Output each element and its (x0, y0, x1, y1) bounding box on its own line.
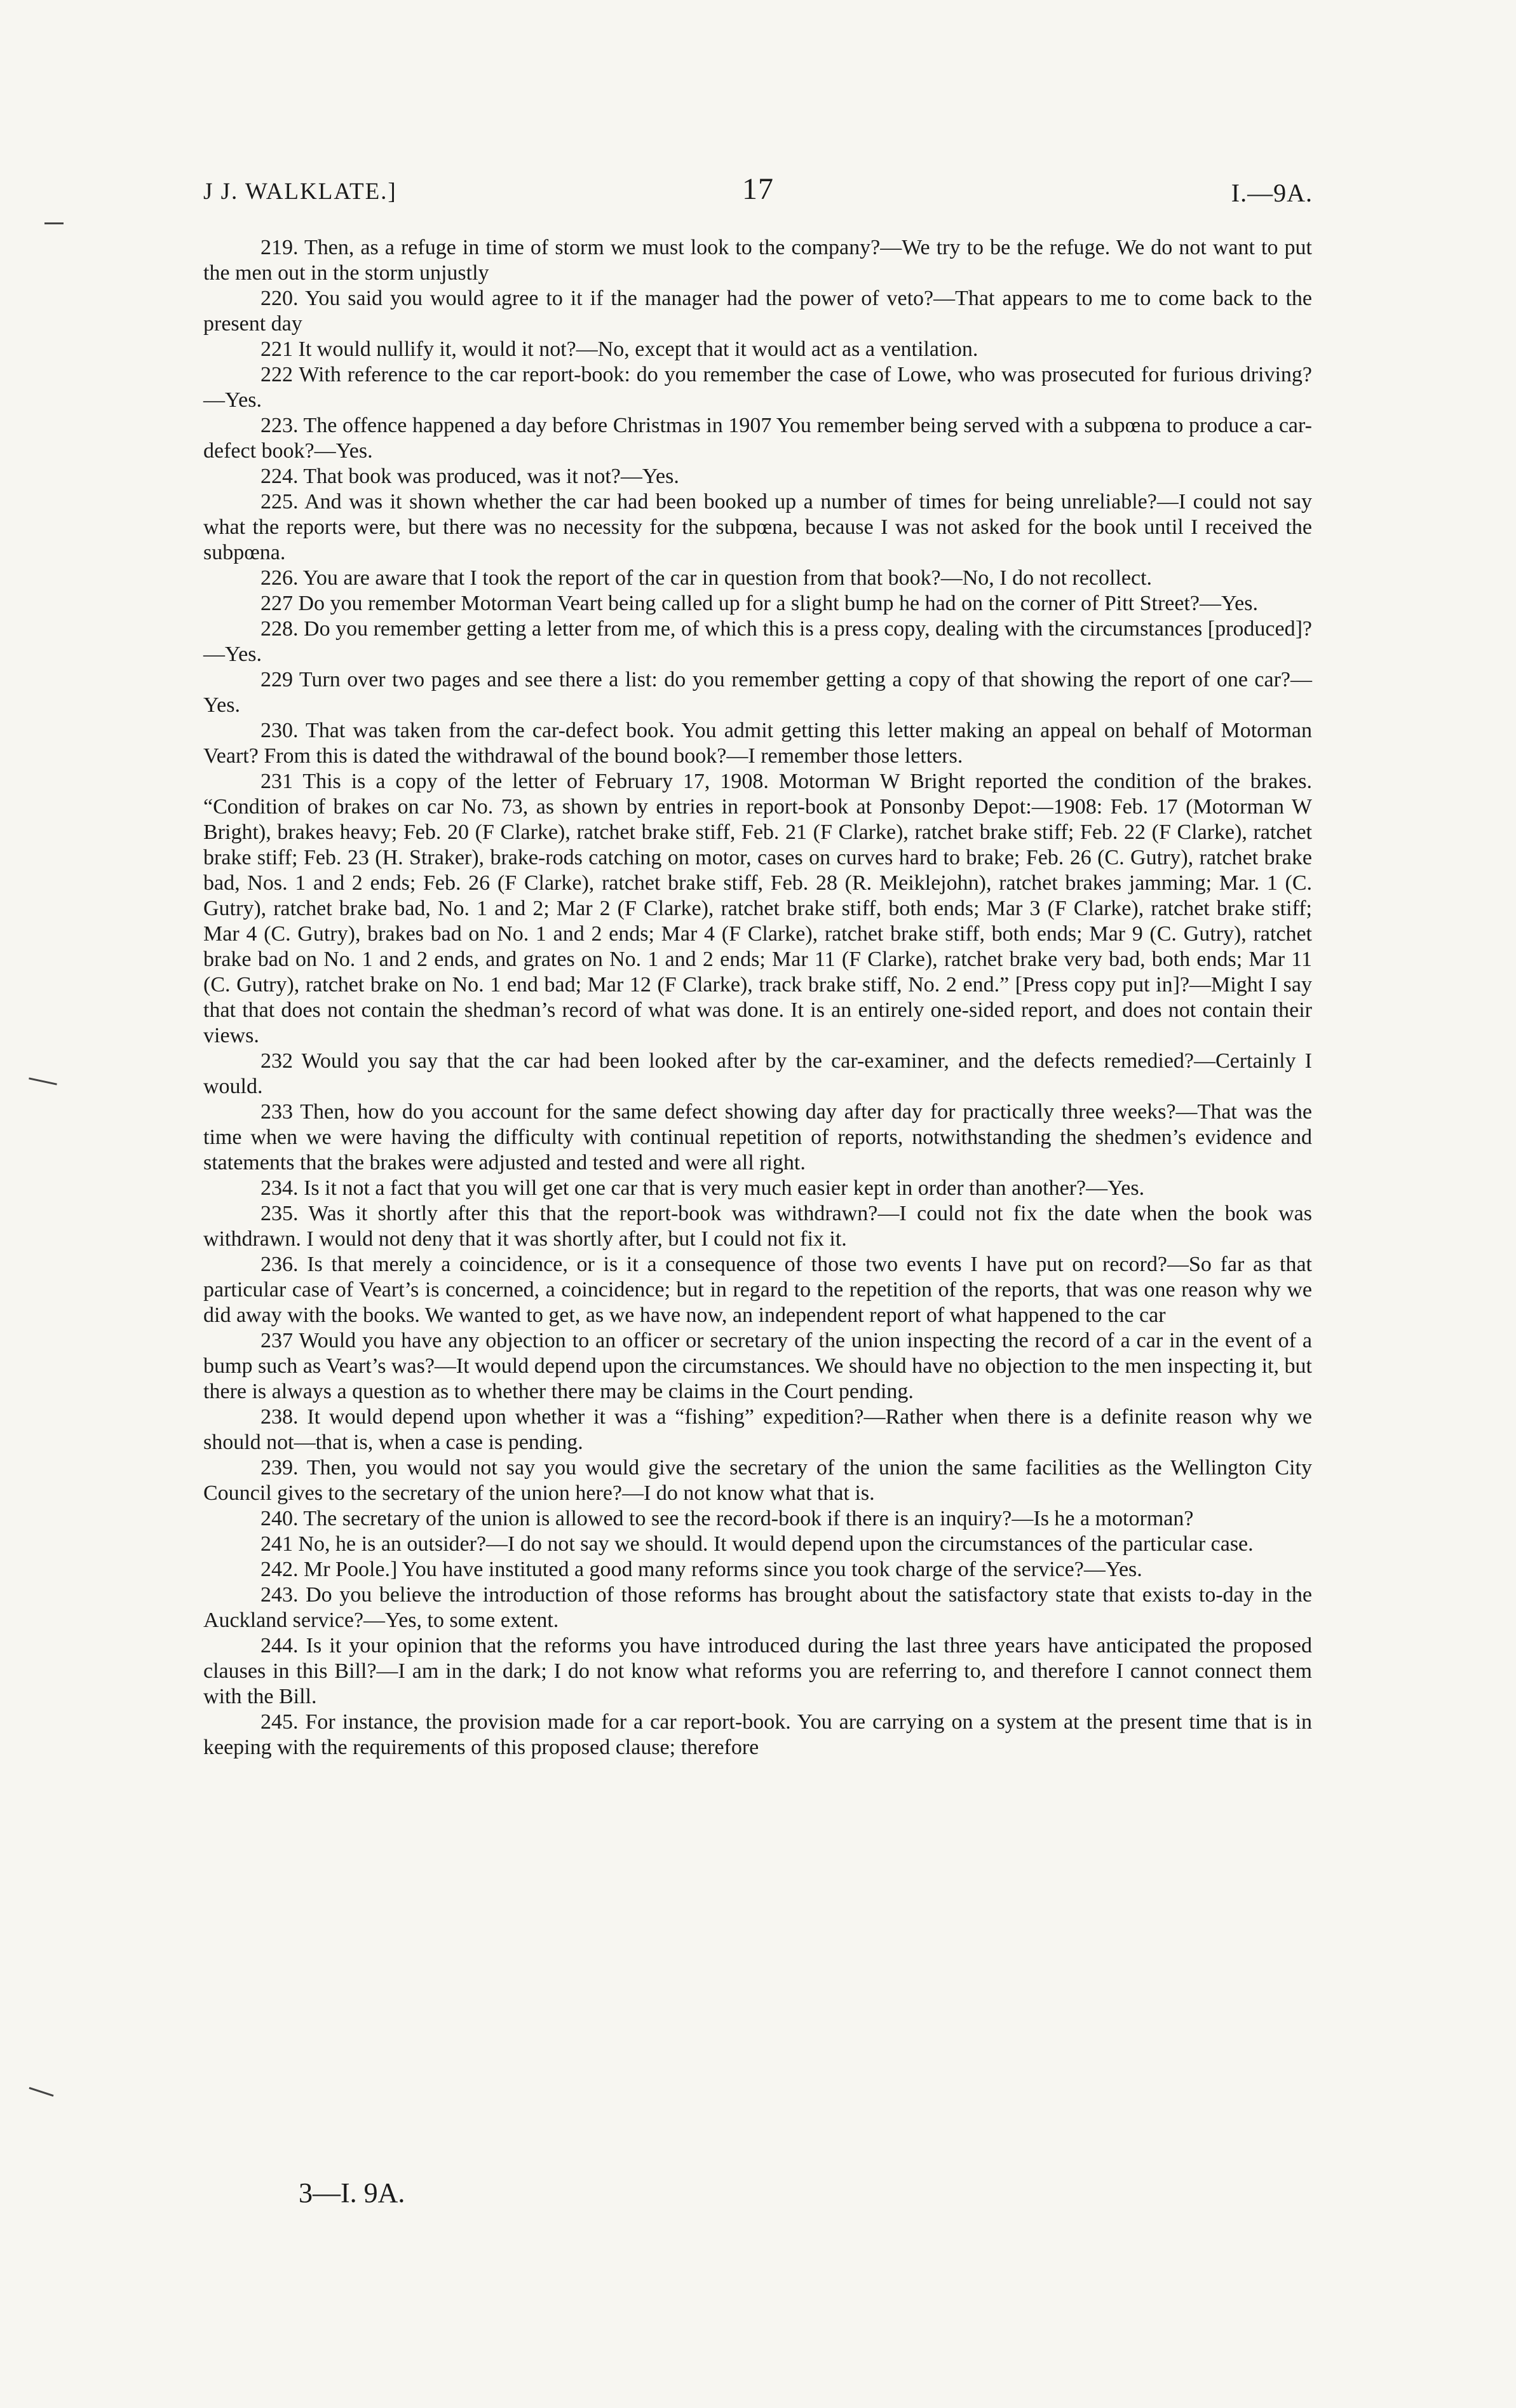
paragraph: 225. And was it shown whether the car had been booked up a number of times for being unreliable?—I could not say what the reports were, but there was no necessity for the subpœna, because I was not asked for the book until I received the subpœna. (203, 490, 1312, 564)
margin-mark (44, 222, 64, 224)
page-number: 17 (742, 172, 774, 206)
paragraph: 221 It would nullify it, would it not?—No, except that it would act as a ventilation. (261, 337, 978, 361)
paragraph: 231 This is a copy of the letter of February 17, 1908. Motorman W Bright reported the condition of the brakes. “Condition of brakes on car No. 73, as shown by entries in report-book at Ponsonby Depot:—1908: Feb. 17 (Motorman W Bright), brakes heavy; Feb. 20 (F Clarke), ratchet brake stiff, Feb. 21 (F Clarke), ratchet brake stiff; Feb. 22 (F Clarke), ratchet brake stiff; Feb. 23 (H. Straker), brake-rods catching on motor, cases on curves hard to brake; Feb. 26 (C. Gutry), ratchet brake bad, Nos. 1 and 2 ends; Feb. 26 (F Clarke), ratchet brake stiff, Feb. 28 (R. Meiklejohn), ratchet brakes jamming; Mar. 1 (C. Gutry), ratchet brake bad, No. 1 and 2; Mar 2 (F Clarke), ratchet brake stiff, both ends; Mar 3 (F Clarke), ratchet brake stiff; Mar 4 (C. Gutry), brakes bad on No. 1 and 2 ends; Mar 4 (F Clarke), ratchet brake stiff, both ends; Mar 9 (C. Gutry), ratchet brake bad on No. 1 and 2 ends, and grates on No. 1 and 2 ends; Mar 11 (F Clarke), ratchet brake very bad, both ends; Mar 11 (C. Gutry), ratchet brake on No. 1 end bad; Mar 12 (F Clarke), track brake stiff, No. 2 end.” [Press copy put in]?—Might I say that that does not contain the shedman’s record of what was done. It is an entirely one-sided report, and does not contain their views. (203, 770, 1312, 1047)
paragraph: 236. Is that merely a coincidence, or is it a consequence of those two events I have put on record?—So far as that particular case of Veart’s is concerned, a coincidence; but in regard to the repetition of the reports, that was one reason why we did away with the books. We wanted to get, as we have now, an independent report of what happened to the car (203, 1253, 1312, 1327)
signature-mark: 3—I. 9A. (299, 2177, 405, 2208)
paragraph: 238. It would depend upon whether it was a “fishing” expedition?—Rather when there is a definite reason why we should not—that is, when a case is pending. (203, 1405, 1312, 1454)
paragraph: 235. Was it shortly after this that the report-book was withdrawn?—I could not fix the date when the book was withdrawn. I would not deny that it was shortly after, but I could not fix it. (203, 1202, 1312, 1251)
paragraph: 229 Turn over two pages and see there a list: do you remember getting a copy of that showing the report of one car?—Yes. (203, 668, 1312, 717)
testimony-text (203, 235, 1312, 1760)
paragraph: 222 With reference to the car report-book: do you remember the case of Lowe, who was prosecuted for furious driving?—Yes. (203, 363, 1312, 412)
paragraph: 223. The offence happened a day before Christmas in 1907 You remember being served with a subpœna to produce a car-defect book?—Yes. (203, 414, 1312, 463)
paragraph: 244. Is it your opinion that the reforms you have introduced during the last three years have anticipated the proposed clauses in this Bill?—I am in the dark; I do not know what reforms you are referring to, and therefore I cannot connect them with the Bill. (203, 1634, 1312, 1708)
paragraph: 219. Then, as a refuge in time of storm we must look to the company?—We try to be the refuge. We do not want to put the men out in the storm unjustly (203, 236, 1312, 285)
paragraph: 224. That book was produced, was it not?—Yes. (261, 465, 679, 488)
paragraph: 234. Is it not a fact that you will get one car that is very much easier kept in order than another?—Yes. (261, 1176, 1145, 1200)
paragraph: 233 Then, how do you account for the same defect showing day after day for practically three weeks?—That was the time when we were having the difficulty with continual repetition of reports, notwithstanding the shedmen’s evidence and statements that the brakes were adjusted and tested and were all right. (203, 1100, 1312, 1174)
document-reference: I.—9A. (1231, 179, 1313, 207)
paragraph: 230. That was taken from the car-defect book. You admit getting this letter making an appeal on behalf of Motorman Veart? From this is dated the withdrawal of the bound book?—I remember those letters. (203, 719, 1312, 768)
margin-mark (29, 1077, 57, 1085)
paragraph: 242. Mr Poole.] You have instituted a good many reforms since you took charge of the service?—Yes. (261, 1558, 1142, 1581)
paragraph: 243. Do you believe the introduction of those reforms has brought about the satisfactory state that exists to-day in the Auckland service?—Yes, to some extent. (203, 1583, 1312, 1632)
page-header (203, 172, 1313, 216)
paragraph: 232 Would you say that the car had been looked after by the car-examiner, and the defects remedied?—Certainly I would. (203, 1049, 1312, 1098)
paragraph: 220. You said you would agree to it if the manager had the power of veto?—That appears to me to come back to the present day (203, 287, 1312, 336)
paragraph: 241 No, he is an outsider?—I do not say we should. It would depend upon the circumstances of the particular case. (261, 1532, 1254, 1556)
paragraph: 245. For instance, the provision made for a car report-book. You are carrying on a system at the present time that is in keeping with the requirements of this proposed clause; therefore (203, 1710, 1312, 1759)
margin-mark (29, 2087, 54, 2097)
paragraph: 226. You are aware that I took the report of the car in question from that book?—No, I do not recollect. (261, 566, 1153, 590)
paragraph: 228. Do you remember getting a letter from me, of which this is a press copy, dealing with the circumstances [produced]?—Yes. (203, 617, 1312, 666)
paragraph: 240. The secretary of the union is allowed to see the record-book if there is an inquiry?—Is he a motorman? (261, 1507, 1194, 1530)
paragraph: 239. Then, you would not say you would give the secretary of the union the same facilities as the Wellington City Council gives to the secretary of the union here?—I do not know what that is. (203, 1456, 1312, 1505)
paragraph: 237 Would you have any objection to an officer or secretary of the union inspecting the record of a car in the event of a bump such as Veart’s was?—It would depend upon the circumstances. We should have no objection to the men inspecting it, but there is always a question as to whether there may be claims in the Court pending. (203, 1329, 1312, 1403)
header-witness-name: J J. WALKLATE.] (203, 179, 397, 205)
paragraph: 227 Do you remember Motorman Veart being called up for a slight bump he had on the corner of Pitt Street?—Yes. (261, 592, 1258, 615)
